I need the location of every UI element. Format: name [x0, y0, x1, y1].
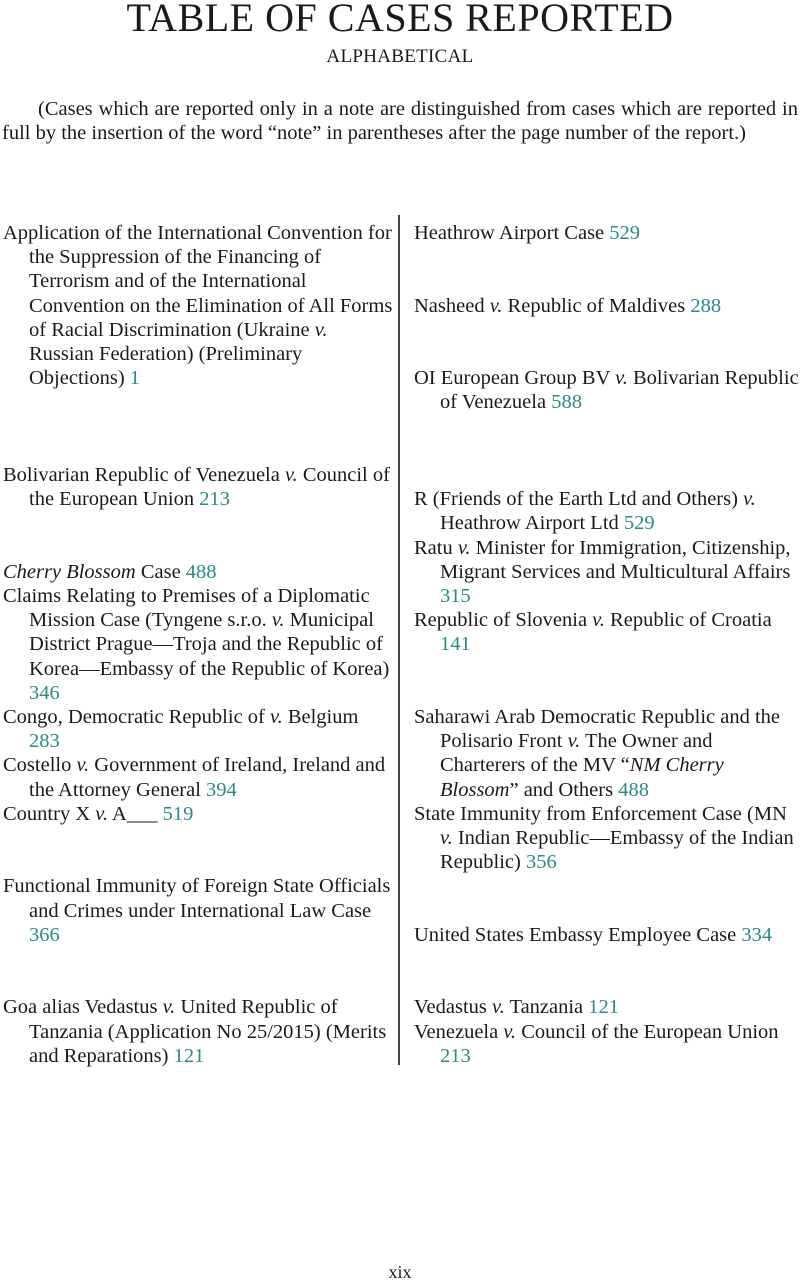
page-link[interactable]: 529: [623, 512, 655, 535]
right-column: [414, 221, 800, 1068]
page-link[interactable]: 346: [29, 681, 60, 704]
page-link[interactable]: 141: [440, 633, 471, 656]
page-link[interactable]: 288: [690, 294, 722, 317]
page-link[interactable]: 366: [29, 923, 60, 946]
case-entry: R (Friends of the Earth Ltd and Others) v. Heathrow Airport Ltd 529: [414, 488, 756, 535]
page-link[interactable]: 213: [440, 1044, 471, 1067]
page-link[interactable]: 529: [609, 222, 641, 244]
page-subtitle: ALPHABETICAL: [326, 46, 474, 67]
case-entry: Claims Relating to Premises of a Diplomatic Mission Case (Tyngene s.r.o. v. Municipal District Prague—Troja and the Republic of Korea—Embassy of the Republic of Korea) 346: [3, 585, 390, 704]
page-link[interactable]: 213: [199, 488, 230, 511]
page-link[interactable]: 356: [525, 851, 557, 874]
case-entry: Cherry Blossom Case 488: [3, 560, 217, 583]
case-entry: Country X v. A___ 519: [3, 802, 194, 825]
case-entry: Nasheed v. Republic of Maldives 288: [414, 294, 722, 317]
page-link[interactable]: 334: [741, 923, 773, 946]
case-entry: Republic of Slovenia v. Republic of Croatia 141: [414, 609, 772, 656]
case-entry: Vedastus v. Tanzania 121: [414, 996, 620, 1019]
page-link[interactable]: 588: [551, 391, 582, 414]
case-entry: State Immunity from Enforcement Case (MN v. Indian Republic—Embassy of the Indian Republic) 356: [414, 802, 794, 874]
column-divider: [398, 215, 400, 1065]
page-link[interactable]: 121: [588, 996, 620, 1019]
case-entry: Saharawi Arab Democratic Republic and the Polisario Front v. The Owner and Charterers of the MV “NM Cherry Blossom” and Others 488: [414, 706, 781, 801]
page-link[interactable]: 121: [173, 1044, 205, 1067]
page-link[interactable]: 283: [29, 730, 60, 753]
page-link[interactable]: 315: [440, 585, 471, 607]
page-link[interactable]: 519: [162, 802, 194, 825]
case-entry: Goa alias Vedastus v. United Republic of Tanzania (Application No 25/2015) (Merits and Reparations) 121: [3, 996, 387, 1067]
page-link[interactable]: 488: [618, 778, 649, 801]
page-title: TABLE OF CASES REPORTED: [126, 0, 674, 40]
case-entry: Venezuela v. Council of the European Union 213: [414, 1020, 779, 1067]
case-entry: Congo, Democratic Republic of v. Belgium 283: [3, 706, 359, 753]
case-entry: OI European Group BV v. Bolivarian Republic of Venezuela 588: [414, 367, 799, 414]
page-number: xix: [388, 1262, 412, 1282]
case-entry: Ratu v. Minister for Immigration, Citizenship, Migrant Services and Multicultural Affairs 315: [414, 536, 791, 607]
left-column: [3, 221, 393, 1068]
case-entry: United States Embassy Employee Case 334: [414, 923, 773, 946]
case-entry: Bolivarian Republic of Venezuela v. Council of the European Union 213: [3, 464, 390, 511]
page-link[interactable]: 1: [129, 367, 141, 390]
case-entry: Functional Immunity of Foreign State Officials and Crimes under International Law Case 366: [3, 875, 391, 946]
case-entry: Costello v. Government of Ireland, Ireland and the Attorney General 394: [3, 754, 386, 801]
intro-note: (Cases which are reported only in a note are distinguished from cases which are reported in full by the insertion of the word “note” in parentheses after the page number of the report.): [2, 98, 798, 144]
case-entry: Heathrow Airport Case 529: [414, 222, 641, 244]
page-link[interactable]: 488: [185, 560, 217, 583]
page-link[interactable]: 394: [206, 778, 237, 801]
case-entry: Application of the International Convention for the Suppression of the Financing of Terrorism and of the International Convention on the Elimination of All Forms of Racial Discrimination (Ukraine v. Russian Federation) (Preliminary Objections) 1: [3, 222, 393, 390]
